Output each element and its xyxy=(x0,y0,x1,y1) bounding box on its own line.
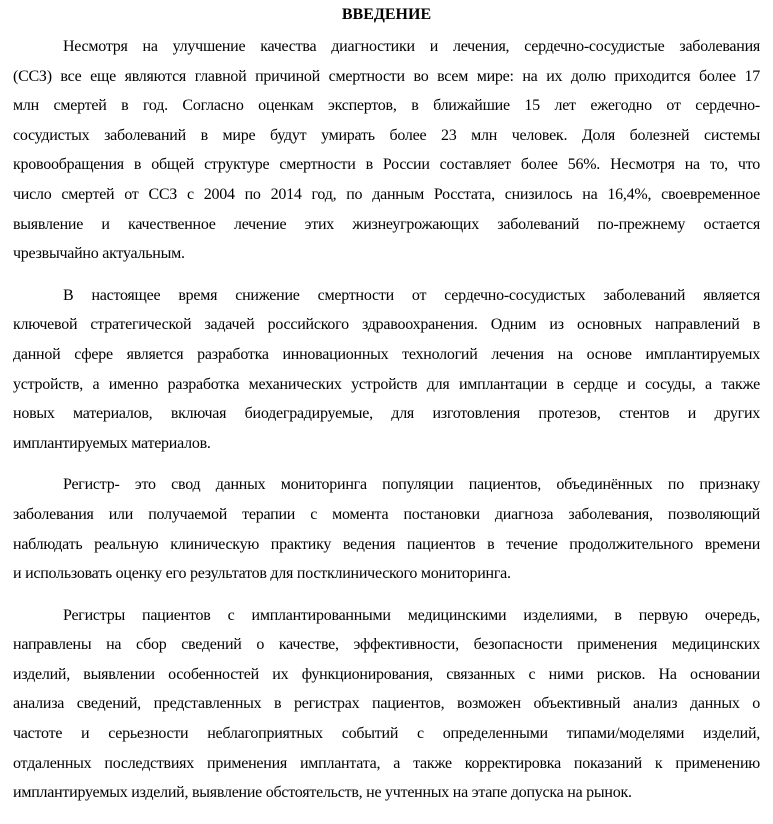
text-line: частоте и серьезности неблагоприятных событий с определенными типами/моделями изделий, xyxy=(13,725,760,743)
text-line: отдаленных последствиях применения имплантата, а также корректировка показаний к применению xyxy=(13,754,760,772)
text-line: млн смертей в год. Согласно оценкам экспертов, в ближайшие 15 лет ежегодно от сердечно- xyxy=(13,97,760,115)
text-line: устройств, а именно разработка механических устройств для имплантации в сердце и сосуды, а также xyxy=(13,375,760,393)
text-line: (ССЗ) все еще являются главной причиной смертности во всем мире: на их долю приходится более 17 xyxy=(13,67,760,85)
text-line: направлены на сбор сведений о качестве, эффективности, безопасности применения медицинских xyxy=(13,636,760,654)
text-line: В настоящее время снижение смертности от сердечно-сосудистых заболеваний является xyxy=(63,286,760,304)
document-title: ВВЕДЕНИЕ xyxy=(341,6,432,23)
text-line: чрезвычайно актуальным. xyxy=(13,245,185,263)
text-line: и использовать оценку его результатов для постклинического мониторинга. xyxy=(13,565,511,583)
text-line: имплантируемых материалов. xyxy=(13,434,211,452)
text-line: Регистры пациентов с имплантированными медицинскими изделиями, в первую очередь, xyxy=(63,606,760,624)
text-line: наблюдать реальную клиническую практику ведения пациентов в течение продолжительного времени xyxy=(13,535,760,553)
text-line: сосудистых заболеваний в мире будут умирать более 23 млн человек. Доля болезней системы xyxy=(13,126,760,144)
document-body xyxy=(13,36,760,824)
text-line: имплантируемых изделий, выявление обстоятельств, не учтенных на этапе допуска на рынок. xyxy=(13,784,632,802)
paragraph xyxy=(13,285,760,463)
paragraph xyxy=(13,36,760,273)
text-line: выявление и качественное лечение этих жизнеугрожающих заболеваний по-прежнему остается xyxy=(13,215,760,233)
paragraph xyxy=(13,605,760,812)
text-line: Несмотря на улучшение качества диагностики и лечения, сердечно-сосудистые заболевания xyxy=(63,38,760,55)
text-line: число смертей от ССЗ с 2004 по 2014 год, по данным Росстата, снизилось на 16,4%, своевременное xyxy=(13,185,760,203)
text-line: данной сфере является разработка инновационных технологий лечения на основе имплантируемых xyxy=(13,345,760,363)
text-line: ключевой стратегической задачей российского здравоохранения. Одним из основных направлений в xyxy=(13,316,760,334)
text-line: новых материалов, включая биодеградируемые, для изготовления протезов, стентов и других xyxy=(13,405,760,423)
paragraph xyxy=(13,474,760,592)
text-line: кровообращения в общей структуре смертности в России составляет более 56%. Несмотря на то, что xyxy=(13,156,760,174)
text-line: заболевания или получаемой терапии с момента постановки диагноза заболевания, позволяющий xyxy=(13,505,760,523)
text-line: Регистр- это свод данных мониторинга популяции пациентов, объединённых по признаку xyxy=(63,476,760,494)
text-line: анализа сведений, представленных в регистрах пациентов, возможен объективный анализ данных о xyxy=(13,695,760,713)
text-line: изделий, выявлении особенностей их функционирования, связанных с ними рисков. На основании xyxy=(13,665,760,683)
